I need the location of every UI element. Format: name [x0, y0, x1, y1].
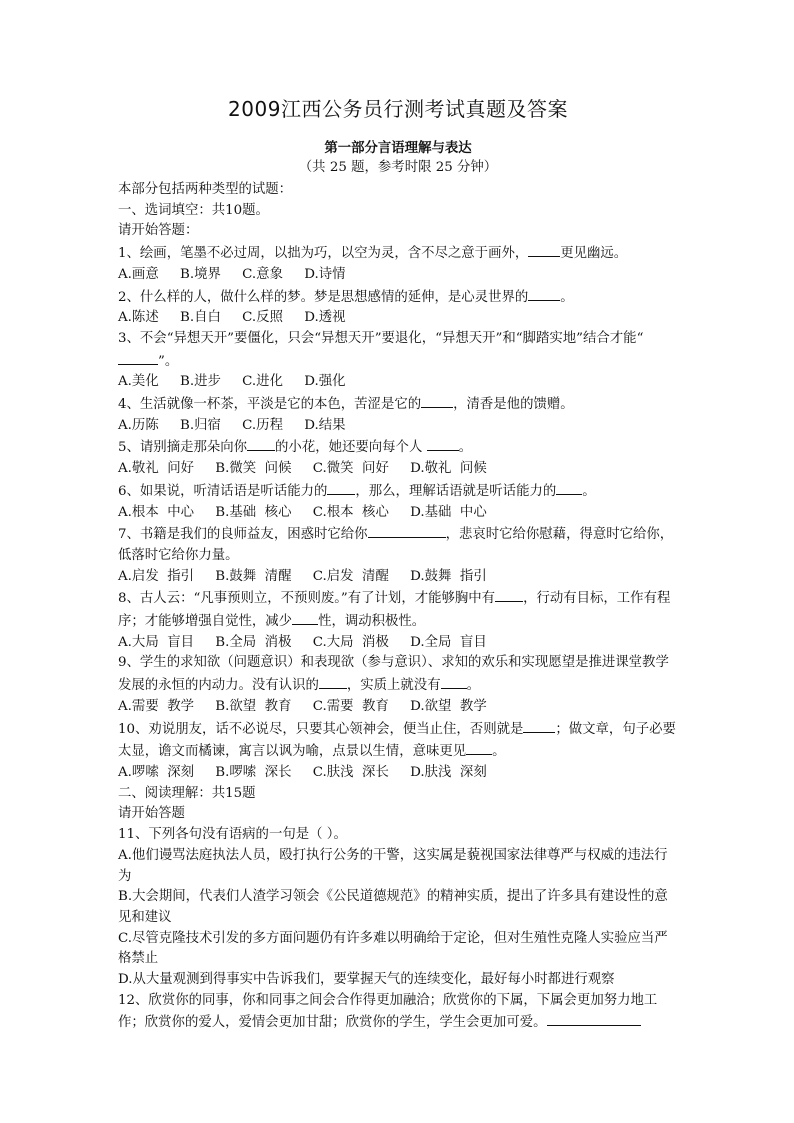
answer-blank[interactable]	[556, 480, 582, 495]
question-text: ；做文章，句子必要太显，谵文而橘谏，寓言以讽为喻，点景以生情，意味更见	[118, 721, 676, 760]
answer-blank[interactable]	[495, 587, 523, 602]
answer-blank[interactable]	[368, 523, 446, 538]
question-text: 。	[560, 289, 574, 305]
part-subtitle: （共 25 题，参考时限 25 分钟）	[298, 160, 498, 175]
answer-blank[interactable]	[528, 242, 560, 257]
answer-blank[interactable]	[441, 674, 467, 689]
question-text: ，行动有目标，工作有程序；才能够增强自觉性，减少	[118, 591, 671, 630]
question-text: ，那么，理解话语就是听话能力的	[355, 483, 557, 499]
answer-blank[interactable]	[547, 1011, 641, 1026]
answer-options: A.美化 B.进步 C.进化 D.强化	[118, 374, 346, 390]
question-text: 8、古人云：“凡事预则立，不预则废。”有了计划，才能够胸中有	[118, 591, 496, 607]
q11-option-d: D.从大量观测到得事实中告诉我们，要掌握天气的连续变化，最好每小时都进行观察	[118, 972, 615, 988]
question-text: 4、生活就像一杯茶，平淡是它的本色，苦涩是它的	[118, 397, 422, 413]
question-stem	[118, 242, 678, 265]
q11-option-a: A.他们谩骂法庭执法人员，殴打执行公务的干警，这实属是藐视国家法律尊严与权威的违法行为	[118, 847, 668, 884]
answer-options: A.需要 教学 B.欲望 教育 C.需要 教育 D.欲望 教学	[118, 698, 487, 714]
question-text: 3、不会“异想天开”要僵化，只会“异想天开”要退化，“异想天开”和“脚踏实地”结合才能“	[118, 330, 644, 346]
question-text: 。	[458, 440, 472, 456]
question-text: 。	[582, 483, 596, 499]
section2-start: 请开始答题	[118, 806, 185, 822]
question-stem	[118, 523, 678, 566]
answer-options: A.大局 盲目 B.全局 消极 C.大局 消极 D.全局 盲目	[118, 634, 487, 650]
answer-blank[interactable]	[427, 436, 459, 451]
q12-stem	[118, 991, 678, 1034]
q12-text: 12、欣赏你的同事，你和同事之间会合作得更加融洽；欣赏你的下属，下属会更加努力地工作；欣赏你的爱人，爱情会更加甘甜；欣赏你的学生，学生会更加可爱。	[118, 992, 658, 1031]
question-text: 7、书籍是我们的良师益友，困惑时它给你	[118, 527, 368, 543]
answer-blank[interactable]	[327, 480, 355, 495]
start-prompt: 请开始答题：	[118, 223, 199, 239]
answer-blank[interactable]	[247, 436, 275, 451]
question-text: 性，调动积极性。	[318, 614, 426, 630]
question-stem	[118, 329, 678, 372]
part-title: 第一部分言语理解与表达	[324, 140, 472, 156]
answer-blank[interactable]	[319, 674, 347, 689]
q11-option-b: B.大会期间，代表们人渣学习领会《公民道德规范》的精神实质，提出了许多具有建设性的意见和建议	[118, 889, 668, 925]
question-text: 。	[492, 744, 506, 760]
question-stem	[118, 286, 678, 309]
question-list	[118, 242, 678, 784]
answer-blank[interactable]	[118, 350, 158, 365]
answer-options: A.根本 中心 B.基础 核心 C.根本 核心 D.基础 中心	[118, 504, 487, 520]
answer-blank[interactable]	[421, 393, 453, 408]
question-text: 2、什么样的人，做什么样的梦。梦是思想感情的延伸，是心灵世界的	[118, 289, 529, 305]
answer-blank[interactable]	[528, 286, 560, 301]
answer-options: A.敬礼 问好 B.微笑 问候 C.微笑 问好 D.敬礼 问候	[118, 461, 487, 477]
question-stem	[118, 718, 678, 763]
answer-options: A.历陈 B.归宿 C.历程 D.结果	[118, 417, 346, 433]
answer-options: A.陈述 B.自白 C.反照 D.透视	[118, 310, 346, 326]
question-stem	[118, 587, 678, 632]
question-text: 9、学生的求知欲（问题意识）和表现欲（参与意识）、求知的欢乐和实现愿望是推进课堂教学发展的永恒的内动力。没有认识的	[118, 655, 669, 694]
answer-options: A.啰嗦 深刻 B.啰嗦 深长 C.肤浅 深长 D.肤浅 深刻	[118, 764, 487, 780]
question-text: 。	[466, 678, 480, 694]
question-text: ”。	[158, 353, 179, 369]
answer-options: A.启发 指引 B.鼓舞 清醒 C.启发 清醒 D.鼓舞 指引	[118, 568, 487, 584]
exam-document	[118, 96, 678, 1034]
question-text: 5、请别摘走那朵向你	[118, 440, 248, 456]
section1-heading: 一、选词填空：共10题。	[118, 202, 269, 218]
question-stem	[118, 436, 678, 459]
question-text: 1、绘画，笔墨不必过周，以拙为巧，以空为灵，含不尽之意于画外，	[118, 246, 529, 262]
q11-option-c: C.尽管克隆技术引发的多方面问题仍有许多难以明确给于定论，但对生殖性克隆人实验应当严格禁止	[118, 930, 668, 967]
answer-blank[interactable]	[466, 740, 492, 755]
document-title: 2009江西公务员行测考试真题及答案	[228, 97, 568, 121]
question-stem	[118, 480, 678, 503]
answer-blank[interactable]	[292, 610, 318, 625]
question-text: 10、劝说朋友，话不必说尽，只要其心领神会，便当止住，否则就是	[118, 721, 524, 737]
question-text: 更见幽远。	[560, 246, 628, 262]
question-text: ，悲哀时它给你慰藉，得意时它给你，低落时它给你力量。	[118, 527, 674, 563]
answer-blank[interactable]	[523, 718, 555, 733]
question-stem	[118, 393, 678, 416]
question-text: 的小花，她还要向每个人	[275, 440, 427, 456]
question-stem	[118, 653, 678, 696]
answer-options: A.画意 B.境界 C.意象 D.诗情	[118, 266, 346, 282]
question-text: ，清香是他的馈赠。	[453, 397, 574, 413]
question-text: ，实质上就没有	[346, 678, 441, 694]
question-text: 6、如果说，听清话语是听话能力的	[118, 483, 328, 499]
section2-heading: 二、阅读理解：共15题	[118, 785, 256, 801]
q11-stem: 11、下列各句没有语病的一句是（ ）。	[118, 827, 347, 843]
intro-line: 本部分包括两种类型的试题：	[118, 182, 293, 197]
